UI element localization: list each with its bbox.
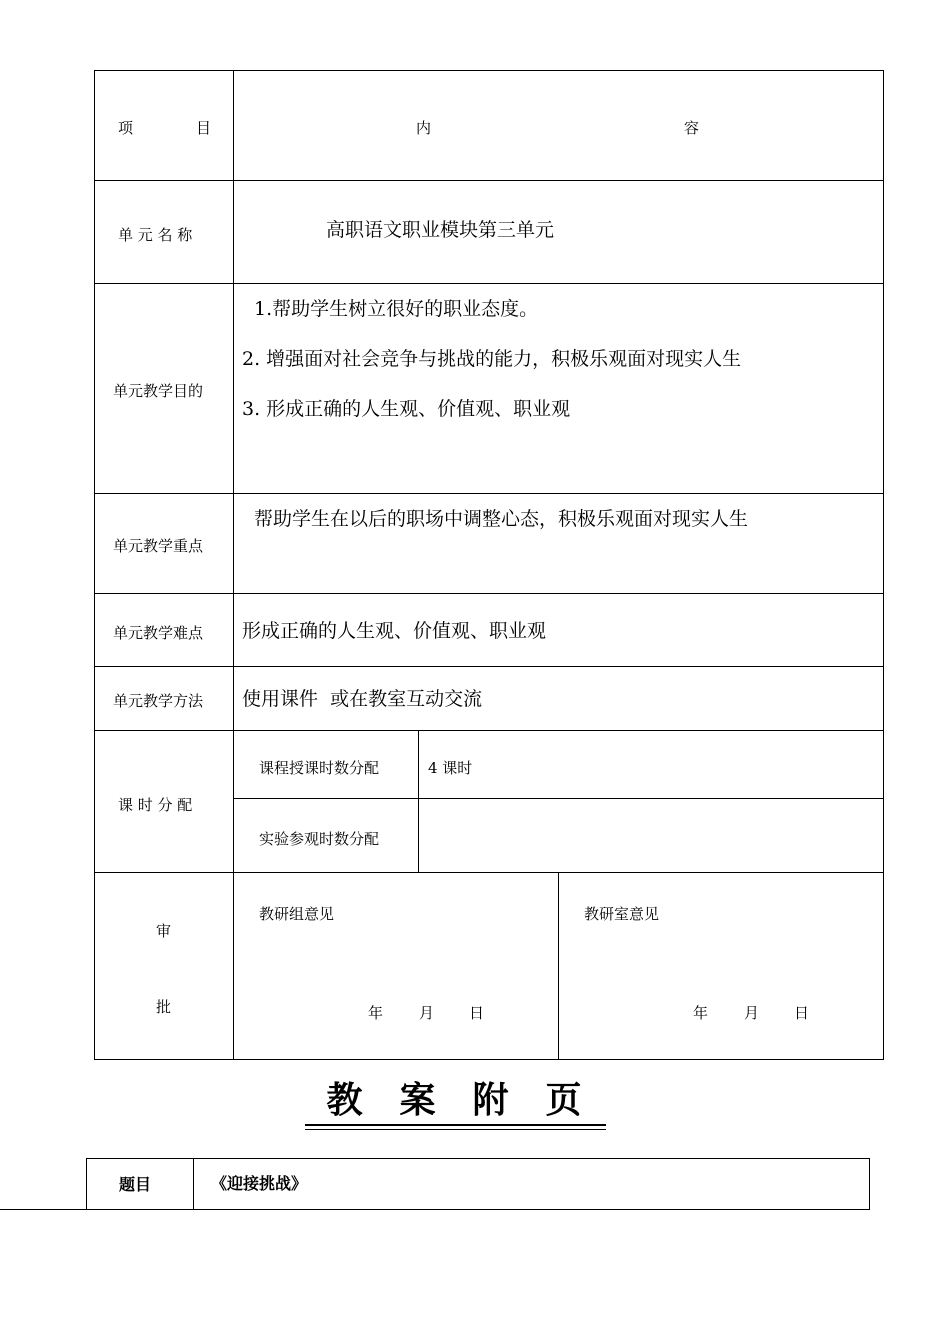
group-date-month: 月	[419, 1004, 435, 1022]
office-date-year: 年	[693, 1004, 709, 1022]
methods-value: 使用课件 或在教室互动交流	[242, 688, 483, 710]
difficulties-label: 单元教学难点	[113, 624, 204, 642]
group-date-day: 日	[469, 1004, 485, 1022]
title-underline	[305, 1124, 606, 1126]
row-divider	[94, 593, 884, 594]
key-points-label: 单元教学重点	[113, 537, 204, 555]
row-divider	[94, 872, 884, 873]
appendix-title-char: 页	[545, 1079, 582, 1121]
appendix-title	[305, 1072, 607, 1123]
unit-name-value: 高职语文职业模块第三单元	[326, 219, 555, 241]
topic-label: 题目	[119, 1175, 152, 1194]
key-points-value: 帮助学生在以后的职场中调整心态，积极乐观面对现实人生	[254, 508, 749, 530]
difficulties-value: 形成正确的人生观、价值观、职业观	[242, 620, 547, 642]
topic-table-right	[869, 1158, 870, 1210]
topic-table-top	[86, 1158, 870, 1159]
title-underline-2	[305, 1129, 606, 1130]
table-border-bottom	[94, 1059, 884, 1060]
header-item-label: 项	[118, 119, 134, 137]
topic-table-divider	[193, 1158, 194, 1210]
objective-item: 2. 增强面对社会竞争与挑战的能力，积极乐观面对现实人生	[242, 348, 742, 370]
objective-item: 1.帮助学生树立很好的职业态度。	[254, 298, 539, 320]
office-date-month: 月	[744, 1004, 760, 1022]
topic-table-bottom	[0, 1209, 870, 1210]
lab-hours-label: 实验参观时数分配	[259, 830, 380, 848]
appendix-title-char: 附	[472, 1079, 509, 1121]
topic-value: 《迎接挑战》	[211, 1174, 308, 1193]
group-date-year: 年	[368, 1004, 384, 1022]
column-divider	[418, 730, 419, 872]
row-divider	[94, 666, 884, 667]
header-content-label-2: 容	[684, 119, 700, 137]
objectives-label: 单元教学目的	[113, 382, 204, 400]
row-divider	[233, 798, 884, 799]
appendix-title-char: 案	[399, 1079, 436, 1121]
appendix-title-char: 教	[326, 1079, 363, 1121]
office-date-day: 日	[794, 1004, 810, 1022]
row-divider	[94, 493, 884, 494]
table-border-left	[94, 70, 95, 1059]
header-content-label: 内	[416, 119, 432, 137]
row-divider	[94, 730, 884, 731]
column-divider	[558, 872, 559, 1059]
table-border-right	[883, 70, 884, 1059]
methods-label: 单元教学方法	[113, 692, 204, 710]
row-divider	[94, 180, 884, 181]
header-item-label-2: 目	[196, 119, 212, 137]
teaching-hours-label: 课程授课时数分配	[259, 759, 380, 777]
hours-label: 课 时 分 配	[118, 796, 193, 814]
office-opinion-label: 教研室意见	[584, 905, 660, 923]
column-divider	[233, 70, 234, 1059]
table-border-top	[94, 70, 884, 71]
topic-table-left	[86, 1158, 87, 1210]
approval-label: 审	[156, 922, 172, 940]
teaching-hours-value: 4 课时	[428, 759, 473, 777]
group-opinion-label: 教研组意见	[259, 905, 335, 923]
row-divider	[94, 283, 884, 284]
approval-label-2: 批	[156, 998, 172, 1016]
objective-item: 3. 形成正确的人生观、价值观、职业观	[242, 398, 571, 420]
unit-name-label: 单 元 名 称	[118, 226, 193, 244]
